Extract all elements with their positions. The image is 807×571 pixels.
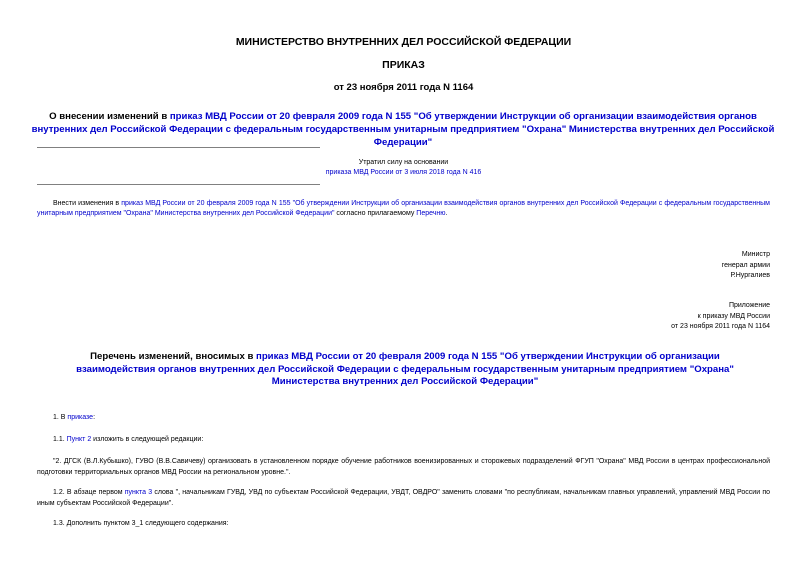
appendix-label: Приложение — [728, 302, 770, 309]
item-1-2 — [37, 488, 770, 509]
doc-type-heading: ПРИКАЗ — [382, 59, 425, 71]
appendix-date: от 23 ноября 2011 года N 1164 — [671, 323, 770, 330]
intro-list-link[interactable]: Перечню — [416, 210, 446, 217]
status-line-1: Утратил силу на основании — [358, 159, 449, 166]
intro-paragraph — [37, 199, 770, 219]
status-repeal-link[interactable]: приказа МВД России от 3 июля 2018 года N 416 — [325, 169, 482, 176]
ministry-heading: МИНИСТЕРСТВО ВНУТРЕННИХ ДЕЛ РОССИЙСКОЙ ФЕДЕРАЦИИ — [235, 36, 572, 48]
item-1-3: 1.3. Дополнить пунктом 3_1 следующего содержания: — [53, 520, 229, 527]
item-1-prefix: 1. В — [53, 414, 68, 421]
list-title-prefix: Перечень изменений, вносимых в — [90, 351, 257, 362]
signature-rank: генерал армии — [721, 261, 770, 269]
divider-top — [37, 147, 320, 148]
order-title-prefix: О внесении изменений в — [49, 111, 170, 122]
signature-name: Р.Нургалиев — [730, 272, 770, 279]
appendix-ref: к приказу МВД России — [697, 312, 770, 320]
list-title-link[interactable]: приказ МВД России от 20 февраля 2009 года N 155 "Об утверждении Инструкции об организации взаимодействия органов внутренних дел Российской Федерации с федеральным государственным унитарным предприятием "Охрана" Министерства внутренних дел Российской Федерации" — [76, 351, 734, 387]
doc-date-heading: от 23 ноября 2011 года N 1164 — [333, 82, 474, 93]
intro-order-link[interactable]: приказ МВД России от 20 февраля 2009 года N 155 "Об утверждении Инструкции об организации взаимодействия органов внутренних дел Российской Федерации с федеральным государственным унитарным предприятием "Охрана" Министерства внутренних дел Российской Федерации" — [37, 200, 770, 217]
item-1-link[interactable]: приказе — [67, 414, 94, 421]
list-title — [55, 351, 755, 389]
item-1 — [53, 414, 95, 421]
intro-prefix: Внести изменения в — [53, 200, 122, 207]
item-1-2-prefix: 1.2. В абзаце первом — [53, 489, 125, 496]
signature-block — [722, 250, 770, 282]
item-1-suffix: : — [93, 414, 96, 421]
item-1-1-prefix: 1.1. — [53, 436, 67, 443]
order-title-link[interactable]: приказ МВД России от 20 февраля 2009 года N 155 "Об утверждении Инструкции об организации взаимодействия органов внутренних дел Российской Федерации с федеральным государственным унитарным предприятием "Охрана" Министерства внутренних дел Российской Федерации" — [31, 111, 775, 148]
appendix-block — [671, 301, 770, 333]
intro-suffix: . — [445, 210, 448, 217]
signature-position: Министр — [741, 251, 770, 258]
item-1-1-suffix: изложить в следующей редакции: — [91, 436, 204, 443]
order-title — [30, 110, 776, 149]
divider-bottom — [37, 184, 320, 185]
item-1-1-quote: "2. ДГСК (В.Л.Кубышко), ГУВО (В.В.Савичеву) организовать в установленном порядке обучение работников военизированных и сторожевых подразделений ФГУП "Охрана" МВД России в центрах профессиональной подготовки территориальных органов МВД России на региональном уровне.". — [37, 458, 770, 476]
item-1-2-suffix: слова ", начальникам ГУВД, УВД по субъектам Российской Федерации, УВДТ, ОВДРО" заменить словами "по республикам, начальникам главных управлений, управлений МВД России по иным субъектам Российской Федерации". — [37, 489, 771, 507]
item-1-2-link[interactable]: пункта 3 — [124, 489, 153, 496]
item-1-1 — [53, 436, 203, 443]
item-1-1-link[interactable]: Пункт 2 — [66, 436, 92, 443]
intro-middle: согласно прилагаемому — [334, 210, 417, 217]
